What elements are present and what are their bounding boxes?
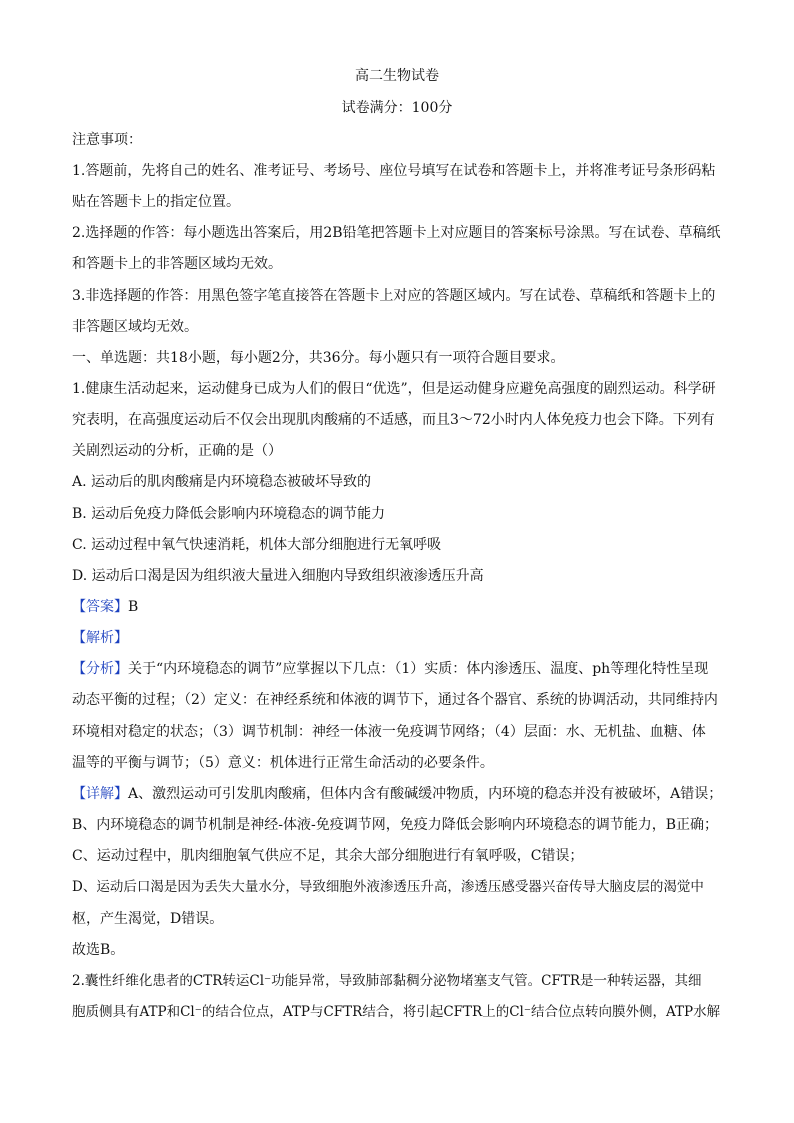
notice-heading: 注意事项： [72, 132, 142, 148]
xiangjie-line-2: B、内环境稳态的调节机制是神经-体液-免疫调节网，免疫力降低会影响内环境稳态的调节能力，B正确； [72, 817, 719, 833]
xiangjie-line-4: D、运动后口渴是因为丢失大量水分，导致细胞外液渗透压升高，渗透压感受器兴奋传导大脑皮层的渴觉中 [72, 879, 704, 895]
xiangjie-line-1 [72, 786, 722, 802]
notice-3-line-2: 非答题区域均无效。 [72, 319, 198, 335]
xiangjie-line-5: 枢，产生渴觉，D错误。 [72, 911, 224, 927]
notice-2-line-2: 和答题卡上的非答题区域均无效。 [72, 256, 282, 272]
question-1-option-a: A. 运动后的肌肉酸痛是内环境稳态被破坏导致的 [72, 474, 372, 490]
conclusion: 故选B。 [72, 942, 125, 958]
fenxi-line-4: 温等的平衡与调节；（5）意义：机体进行正常生命活动的必要条件。 [72, 755, 494, 771]
fenxi-label: 【分析】 [72, 661, 128, 677]
question-1-line-2: 究表明，在高强度运动后不仅会出现肌肉酸痛的不适感，而且3～72小时内人体免疫力也会下降。下列有 [72, 412, 715, 428]
xiangjie-label: 【详解】 [72, 786, 128, 802]
notice-3-line-1: 3.非选择题的作答：用黑色签字笔直接答在答题卡上对应的答题区域内。写在试卷、草稿纸和答题卡上的 [72, 288, 716, 304]
notice-1-line-2: 贴在答题卡上的指定位置。 [72, 194, 240, 210]
question-1-option-d: D. 运动后口渴是因为组织液大量进入细胞内导致组织液渗透压升高 [72, 568, 484, 584]
answer-value: B [128, 599, 139, 615]
question-1-line-3: 关剧烈运动的分析，正确的是（） [72, 443, 282, 459]
analysis-label-line [72, 630, 128, 646]
question-1-line-1: 1.健康生活动起来，运动健身已成为人们的假日“优选”，但是运动健身应避免高强度的剧烈运动。科学研 [72, 381, 716, 397]
question-1-option-c: C. 运动过程中氧气快速消耗，机体大部分细胞进行无氧呼吸 [72, 537, 442, 553]
notice-2-line-1: 2.选择题的作答：每小题选出答案后，用2B铅笔把答题卡上对应题目的答案标号涂黑。写在试卷、草稿纸 [72, 225, 721, 241]
question-1-option-b: B. 运动后免疫力降低会影响内环境稳态的调节能力 [72, 506, 386, 522]
answer-label: 【答案】 [72, 599, 128, 615]
fenxi-line-1 [72, 661, 708, 677]
fenxi-text-1: 关于“内环境稳态的调节”应掌握以下几点：（1）实质：体内渗透压、温度、ph等理化特性呈现 [128, 661, 709, 677]
fenxi-line-2: 动态平衡的过程；（2）定义：在神经系统和体液的调节下，通过各个器官、系统的协调活动，共同维持内 [72, 692, 718, 708]
doc-title: 高二生物试卷 [355, 68, 439, 84]
full-score: 试卷满分：100分 [341, 100, 453, 116]
question-2-line-1: 2.囊性纤维化患者的CTR转运Cl⁻功能异常，导致肺部黏稠分泌物堵塞支气管。CFTR是一种转运器，其细 [72, 973, 702, 989]
fenxi-line-3: 环境相对稳定的状态；（3）调节机制：神经一体液一免疫调节网络；（4）层面：水、无机盐、血糖、体 [72, 724, 706, 740]
answer-line [72, 599, 138, 615]
analysis-label: 【解析】 [72, 630, 128, 646]
section-heading: 一、单选题：共18小题，每小题2分，共36分。每小题只有一项符合题目要求。 [72, 350, 565, 366]
xiangjie-line-3: C、运动过程中，肌肉细胞氧气供应不足，其余大部分细胞进行有氧呼吸，C错误； [72, 848, 584, 864]
xiangjie-text-1: A、激烈运动可引发肌肉酸痛，但体内含有酸碱缓冲物质，内环境的稳态并没有被破坏，A错误； [128, 786, 723, 802]
question-2-line-2: 胞质侧具有ATP和Cl⁻的结合位点，ATP与CFTR结合，将引起CFTR上的Cl⁻结合位点转向膜外侧，ATP水解 [72, 1004, 721, 1020]
notice-1-line-1: 1.答题前，先将自己的姓名、准考证号、考场号、座位号填写在试卷和答题卡上，并将准考证号条形码粘 [72, 163, 716, 179]
